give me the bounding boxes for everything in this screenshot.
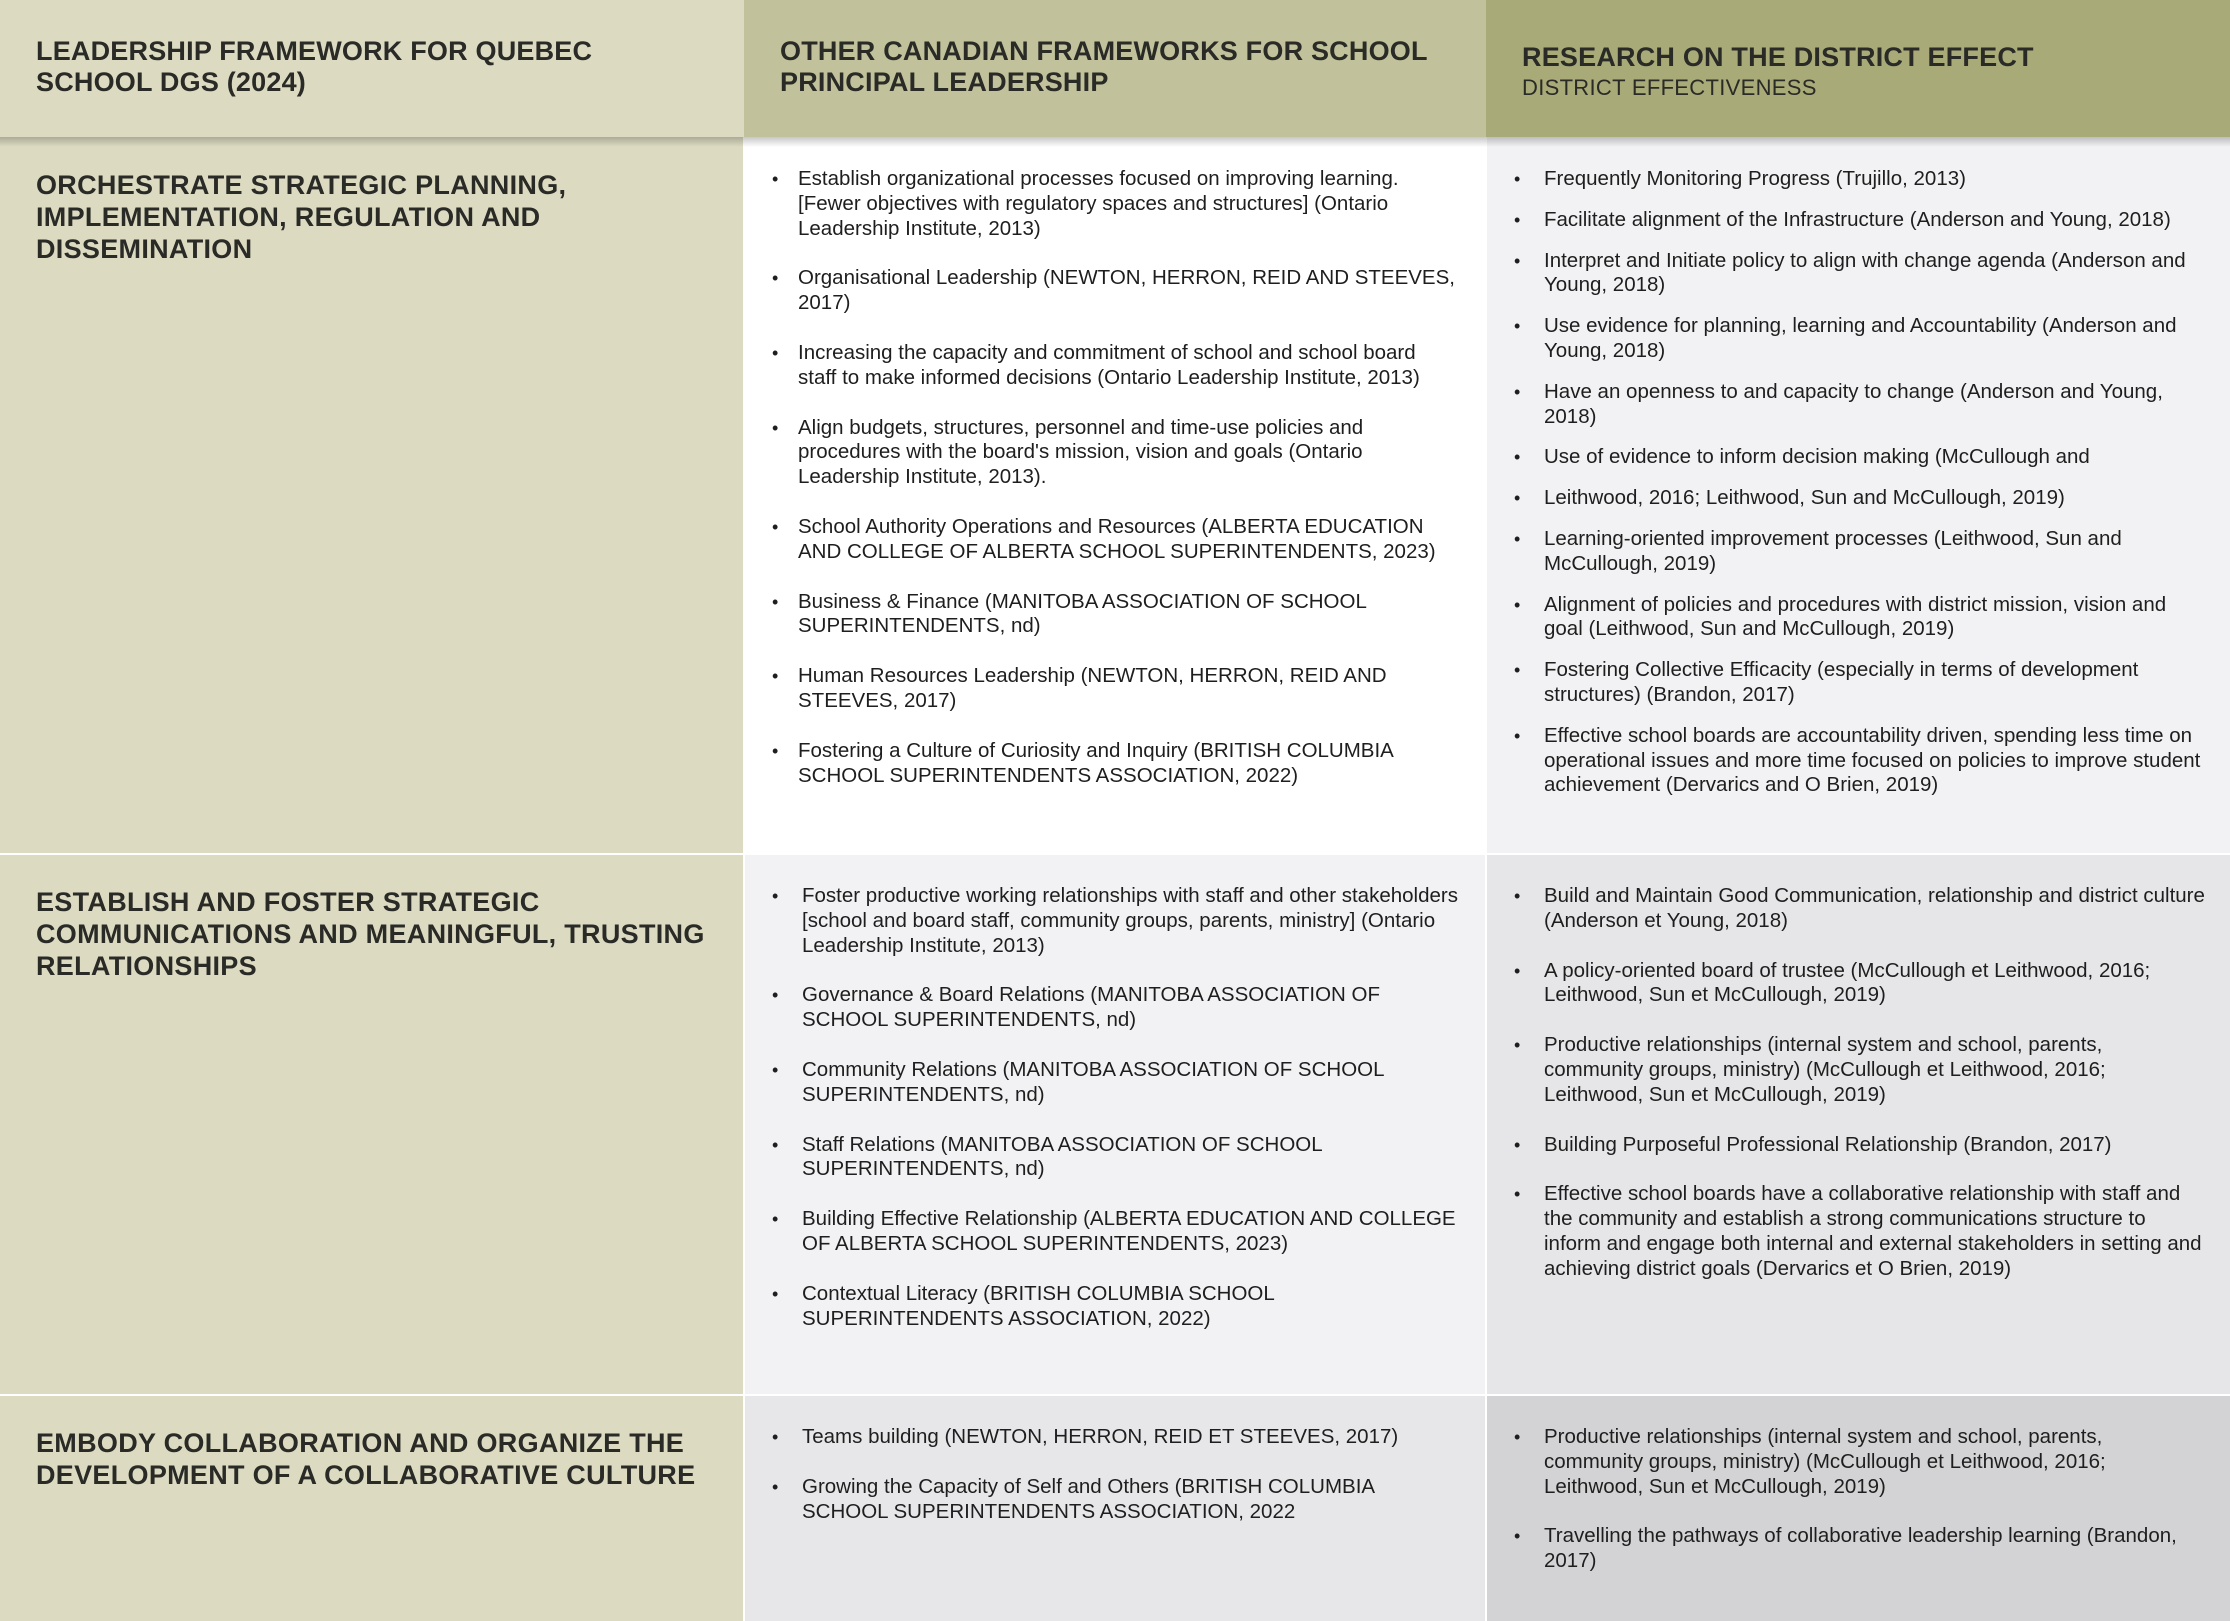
list-item	[1514, 724, 2206, 798]
row-2-dimension	[0, 854, 744, 1395]
bullet-icon: •	[1514, 1427, 1521, 1447]
bullet-icon: •	[772, 342, 779, 363]
list-item	[1514, 208, 2206, 233]
list-item	[1514, 1133, 2206, 1158]
list-item	[1514, 658, 2206, 708]
bullet-icon: •	[1514, 381, 1521, 402]
bullet-icon: •	[1514, 1526, 1521, 1547]
list-item-text: Productive relationships (internal system and school, parents, community groups, ministry) (McCullough et Leithwood, 2016; Leithwood, Sun et McCullough, 2019)	[1544, 1033, 2106, 1106]
list-item-text: Alignment of policies and procedures with district mission, vision and goal (Leithwood, Sun and McCullough, 2019)	[1544, 592, 2167, 641]
bullet-icon: •	[772, 1059, 779, 1080]
row-title: ESTABLISH AND FOSTER STRATEGIC COMMUNICATIONS AND MEANINGFUL, TRUSTING RELATIONSHIPS	[36, 887, 705, 981]
bullet-icon: •	[772, 591, 779, 612]
bullet-icon: •	[1514, 169, 1521, 189]
list-item	[772, 1425, 1458, 1450]
bullet-icon: •	[1514, 1134, 1521, 1155]
header-title: LEADERSHIP FRAMEWORK FOR QUEBEC SCHOOL DGS (2024)	[36, 36, 593, 97]
list-item-text: Facilitate alignment of the Infrastructure (Anderson and Young, 2018)	[1544, 207, 2171, 231]
list-item-text: Learning-oriented improvement processes (Leithwood, Sun and McCullough, 2019)	[1544, 526, 2122, 575]
column-divider	[743, 137, 745, 1621]
bullet-icon: •	[772, 1209, 779, 1230]
header-title: RESEARCH ON THE DISTRICT EFFECT	[1522, 42, 2034, 72]
bullet-icon: •	[772, 740, 779, 761]
list-item-text: Organisational Leadership (NEWTON, HERRON, REID AND STEEVES, 2017)	[798, 266, 1455, 315]
row-title: ORCHESTRATE STRATEGIC PLANNING, IMPLEMENTATION, REGULATION AND DISSEMINATION	[36, 170, 567, 264]
list-item	[772, 1058, 1458, 1108]
list-item	[772, 416, 1458, 490]
list-item	[772, 1207, 1458, 1257]
list-item	[772, 739, 1458, 789]
list-item-text: Business & Finance (MANITOBA ASSOCIATION OF SCHOOL SUPERINTENDENTS, nd)	[798, 589, 1367, 638]
bullet-icon: •	[1514, 1184, 1521, 1205]
list-item	[1514, 1033, 2206, 1107]
list-item	[772, 884, 1458, 958]
list-item	[772, 515, 1458, 565]
list-item-text: Build and Maintain Good Communication, relationship and district culture (Anderson et Young, 2018)	[1544, 884, 2205, 932]
list-item	[1514, 314, 2206, 364]
list-item	[772, 983, 1458, 1033]
list-item-text: Leithwood, 2016; Leithwood, Sun and McCullough, 2019)	[1544, 486, 2065, 510]
list-item-text: Contextual Literacy (BRITISH COLUMBIA SCHOOL SUPERINTENDENTS ASSOCIATION, 2022)	[802, 1281, 1275, 1330]
bullet-icon: •	[772, 268, 779, 289]
bullet-icon: •	[772, 666, 779, 687]
framework-list	[772, 884, 1458, 1331]
bullet-icon: •	[1514, 660, 1521, 681]
list-item	[772, 1282, 1458, 1332]
list-item	[772, 1475, 1458, 1525]
list-item	[772, 341, 1458, 391]
row-2-frameworks	[744, 854, 1486, 1395]
list-item	[772, 664, 1458, 714]
list-item	[772, 1133, 1458, 1183]
list-item-text: Governance & Board Relations (MANITOBA ASSOCIATION OF SCHOOL SUPERINTENDENTS, nd)	[802, 983, 1381, 1032]
bullet-icon: •	[1514, 447, 1521, 468]
list-item-text: Effective school boards have a collaborative relationship with staff and the community and establish a strong communications structure to inform and engage both internal and external stakeholders in setting and achieving district goals (Dervarics et O Brien, 2019)	[1544, 1182, 2202, 1280]
bullet-icon: •	[772, 169, 779, 189]
list-item-text: Foster productive working relationships with staff and other stakeholders [school and board staff, community groups, parents, ministry] (Ontario Leadership Institute, 2013)	[802, 884, 1458, 957]
header-subtitle: DISTRICT EFFECTIVENESS	[1522, 75, 1817, 100]
bullet-icon: •	[1514, 316, 1521, 337]
list-item-text: Growing the Capacity of Self and Others (BRITISH COLUMBIA SCHOOL SUPERINTENDENTS ASSOCIATION, 2022	[802, 1474, 1374, 1523]
list-item-text: Use evidence for planning, learning and Accountability (Anderson and Young, 2018)	[1544, 314, 2177, 362]
list-item	[1514, 380, 2206, 430]
bullet-icon: •	[772, 985, 779, 1006]
list-item-text: Productive relationships (internal system and school, parents, community groups, ministry) (McCullough et Leithwood, 2016; Leithwood, Sun et McCullough, 2019)	[1544, 1425, 2106, 1498]
bullet-icon: •	[772, 1427, 779, 1447]
list-item-text: Staff Relations (MANITOBA ASSOCIATION OF SCHOOL SUPERINTENDENTS, nd)	[802, 1132, 1322, 1181]
list-item-text: A policy-oriented board of trustee (McCullough et Leithwood, 2016; Leithwood, Sun et McCullough, 2019)	[1544, 958, 2151, 1007]
bullet-icon: •	[772, 1283, 779, 1304]
list-item-text: School Authority Operations and Resources (ALBERTA EDUCATION AND COLLEGE OF ALBERTA SCHOOL SUPERINTENDENTS, 2023)	[798, 514, 1436, 563]
list-item	[1514, 959, 2206, 1009]
list-item-text: Fostering Collective Efficacity (especially in terms of development structures) (Brandon, 2017)	[1544, 658, 2139, 706]
list-item-text: Building Effective Relationship (ALBERTA EDUCATION AND COLLEGE OF ALBERTA SCHOOL SUPERINTENDENTS, 2023)	[802, 1207, 1456, 1255]
bullet-icon: •	[772, 1134, 779, 1155]
list-item	[1514, 527, 2206, 577]
list-item-text: Effective school boards are accountability driven, spending less time on operational issues and more time focused on policies to improve student achievement (Dervarics and O Brien, 2019)	[1544, 723, 2201, 797]
list-item-text: Establish organizational processes focused on improving learning. [Fewer objectives with regulatory spaces and structures] (Ontario Leadership Institute, 2013)	[798, 167, 1399, 240]
list-item-text: Have an openness to and capacity to change (Anderson and Young, 2018)	[1544, 379, 2163, 428]
row-title: EMBODY COLLABORATION AND ORGANIZE THE DEVELOPMENT OF A COLLABORATIVE CULTURE	[36, 1428, 696, 1490]
list-item	[1514, 1182, 2206, 1281]
framework-list	[772, 1425, 1458, 1524]
row-divider	[0, 853, 2230, 855]
bullet-icon: •	[1514, 725, 1521, 746]
bullet-icon: •	[772, 1476, 779, 1497]
list-item	[772, 590, 1458, 640]
header-shadow	[0, 137, 2230, 147]
bullet-icon: •	[1514, 250, 1521, 271]
row-divider	[0, 1394, 2230, 1396]
list-item-text: Fostering a Culture of Curiosity and Inquiry (BRITISH COLUMBIA SCHOOL SUPERINTENDENTS ASSOCIATION, 2022)	[798, 738, 1393, 787]
column-divider	[1485, 137, 1487, 1621]
list-item	[1514, 167, 2206, 192]
list-item-text: Travelling the pathways of collaborative leadership learning (Brandon, 2017)	[1544, 1524, 2177, 1573]
header-district-research	[1486, 0, 2230, 137]
row-1-dimension	[0, 137, 744, 854]
list-item-text: Frequently Monitoring Progress (Trujillo, 2013)	[1544, 167, 1966, 190]
list-item	[1514, 593, 2206, 643]
list-item	[772, 167, 1458, 241]
list-item-text: Community Relations (MANITOBA ASSOCIATION OF SCHOOL SUPERINTENDENTS, nd)	[802, 1057, 1384, 1106]
list-item	[772, 266, 1458, 316]
bullet-icon: •	[1514, 528, 1521, 549]
bullet-icon: •	[1514, 488, 1521, 509]
header-quebec-framework	[0, 0, 744, 137]
bullet-icon: •	[772, 516, 779, 537]
list-item-text: Align budgets, structures, personnel and time-use policies and procedures with the board's mission, vision and goals (Ontario Leadership Institute, 2013).	[798, 415, 1364, 489]
list-item-text: Interpret and Initiate policy to align with change agenda (Anderson and Young, 2018)	[1544, 248, 2186, 297]
row-3-research	[1486, 1395, 2230, 1621]
bullet-icon: •	[772, 886, 779, 906]
list-item-text: Building Purposeful Professional Relationship (Brandon, 2017)	[1544, 1132, 2112, 1156]
list-item	[1514, 1425, 2206, 1499]
research-list	[1514, 1425, 2206, 1574]
list-item-text: Use of evidence to inform decision making (McCullough and	[1544, 445, 2090, 469]
research-list	[1514, 167, 2206, 798]
header-title: OTHER CANADIAN FRAMEWORKS FOR SCHOOL PRINCIPAL LEADERSHIP	[780, 36, 1428, 97]
bullet-icon: •	[1514, 209, 1521, 230]
row-2-research	[1486, 854, 2230, 1395]
row-1-frameworks	[744, 137, 1486, 854]
list-item-text: Teams building (NEWTON, HERRON, REID ET STEEVES, 2017)	[802, 1425, 1399, 1448]
list-item	[1514, 1524, 2206, 1574]
row-3-dimension	[0, 1395, 744, 1621]
list-item-text: Increasing the capacity and commitment of school and school board staff to make informed decisions (Ontario Leadership Institute, 2013)	[798, 340, 1420, 389]
header-canadian-frameworks	[744, 0, 1486, 137]
bullet-icon: •	[1514, 1035, 1521, 1056]
bullet-icon: •	[1514, 886, 1521, 906]
list-item	[1514, 486, 2206, 511]
list-item	[1514, 884, 2206, 934]
bullet-icon: •	[1514, 960, 1521, 981]
list-item-text: Human Resources Leadership (NEWTON, HERRON, REID AND STEEVES, 2017)	[798, 664, 1387, 712]
row-3-frameworks	[744, 1395, 1486, 1621]
list-item	[1514, 445, 2206, 470]
framework-list	[772, 167, 1458, 788]
research-list	[1514, 884, 2206, 1282]
bullet-icon: •	[772, 417, 779, 438]
row-1-research	[1486, 137, 2230, 854]
bullet-icon: •	[1514, 594, 1521, 615]
list-item	[1514, 249, 2206, 299]
